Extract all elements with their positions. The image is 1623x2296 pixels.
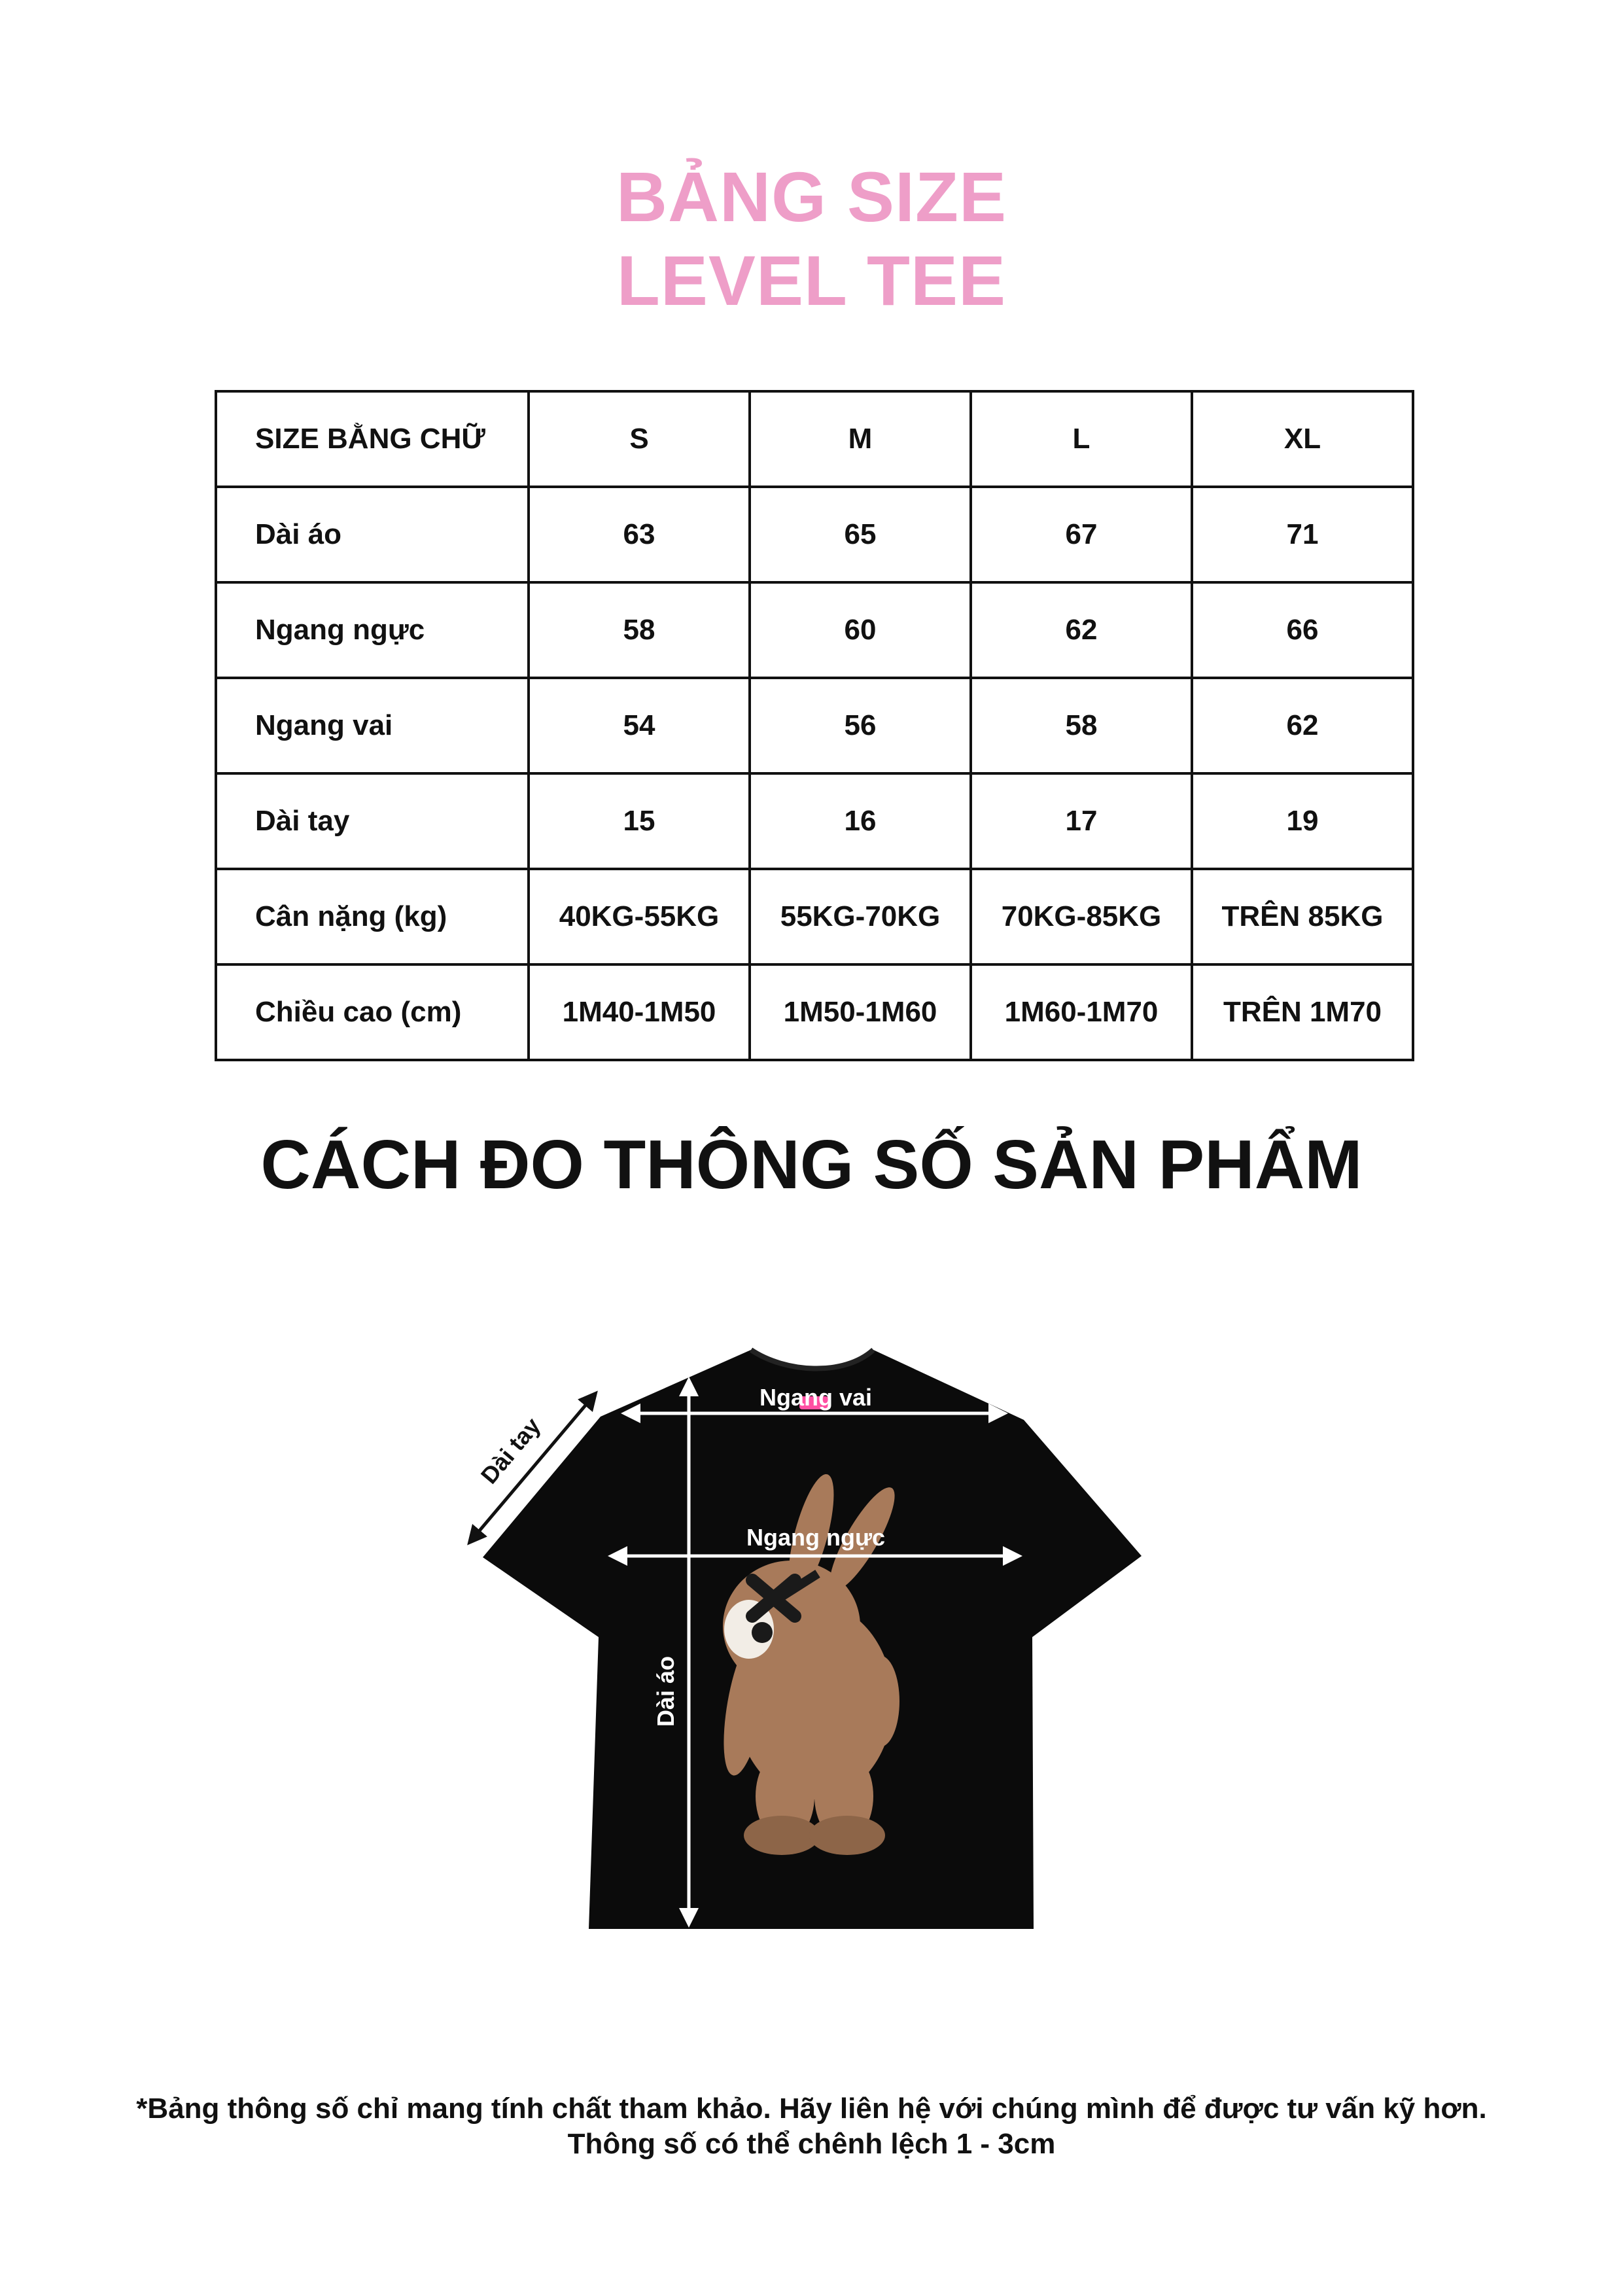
measure-section-title: CÁCH ĐO THÔNG SỐ SẢN PHẨM bbox=[260, 1126, 1363, 1203]
table-cell: 40KG-55KG bbox=[529, 869, 750, 964]
row-label: Ngang vai bbox=[216, 678, 529, 773]
table-cell: TRÊN 1M70 bbox=[1192, 964, 1413, 1060]
table-cell: 65 bbox=[750, 487, 971, 582]
page-title: BẢNG SIZE bbox=[616, 157, 1007, 236]
column-header: S bbox=[529, 391, 750, 487]
table-cell: 16 bbox=[750, 773, 971, 869]
sleeve-label: Dài tay bbox=[475, 1412, 546, 1489]
table-cell: 60 bbox=[750, 582, 971, 678]
column-header: M bbox=[750, 391, 971, 487]
table-cell: 1M60-1M70 bbox=[971, 964, 1192, 1060]
table-cell: 58 bbox=[529, 582, 750, 678]
table-cell: 62 bbox=[1192, 678, 1413, 773]
table-cell: 19 bbox=[1192, 773, 1413, 869]
table-cell: 71 bbox=[1192, 487, 1413, 582]
table-cell: 67 bbox=[971, 487, 1192, 582]
chest-label: Ngang ngực bbox=[746, 1524, 886, 1551]
table-cell: 62 bbox=[971, 582, 1192, 678]
table-cell: 63 bbox=[529, 487, 750, 582]
page-subtitle: LEVEL TEE bbox=[616, 241, 1007, 320]
tolerance-note: Thông số có thể chênh lệch 1 - 3cm bbox=[567, 2128, 1056, 2160]
table-cell: 58 bbox=[971, 678, 1192, 773]
column-header: XL bbox=[1192, 391, 1413, 487]
table-cell: TRÊN 85KG bbox=[1192, 869, 1413, 964]
table-cell: 1M50-1M60 bbox=[750, 964, 971, 1060]
row-label: Dài tay bbox=[216, 773, 529, 869]
length-label: Dài áo bbox=[652, 1655, 679, 1727]
row-label: Ngang ngực bbox=[216, 582, 529, 678]
table-cell: 15 bbox=[529, 773, 750, 869]
disclaimer-note: *Bảng thông số chỉ mang tính chất tham khảo. Hãy liên hệ với chúng mình để được tư vấn kỹ hơn. bbox=[136, 2093, 1487, 2125]
shoulder-label: Ngang vai bbox=[759, 1384, 873, 1411]
row-label: Chiều cao (cm) bbox=[216, 964, 529, 1060]
table-cell: 56 bbox=[750, 678, 971, 773]
column-header: SIZE BẰNG CHỮ bbox=[216, 391, 529, 487]
table-cell: 55KG-70KG bbox=[750, 869, 971, 964]
table-cell: 66 bbox=[1192, 582, 1413, 678]
table-cell: 70KG-85KG bbox=[971, 869, 1192, 964]
row-label: Cân nặng (kg) bbox=[216, 869, 529, 964]
column-header: L bbox=[971, 391, 1192, 487]
table-cell: 17 bbox=[971, 773, 1192, 869]
table-cell: 54 bbox=[529, 678, 750, 773]
row-label: Dài áo bbox=[216, 487, 529, 582]
table-cell: 1M40-1M50 bbox=[529, 964, 750, 1060]
